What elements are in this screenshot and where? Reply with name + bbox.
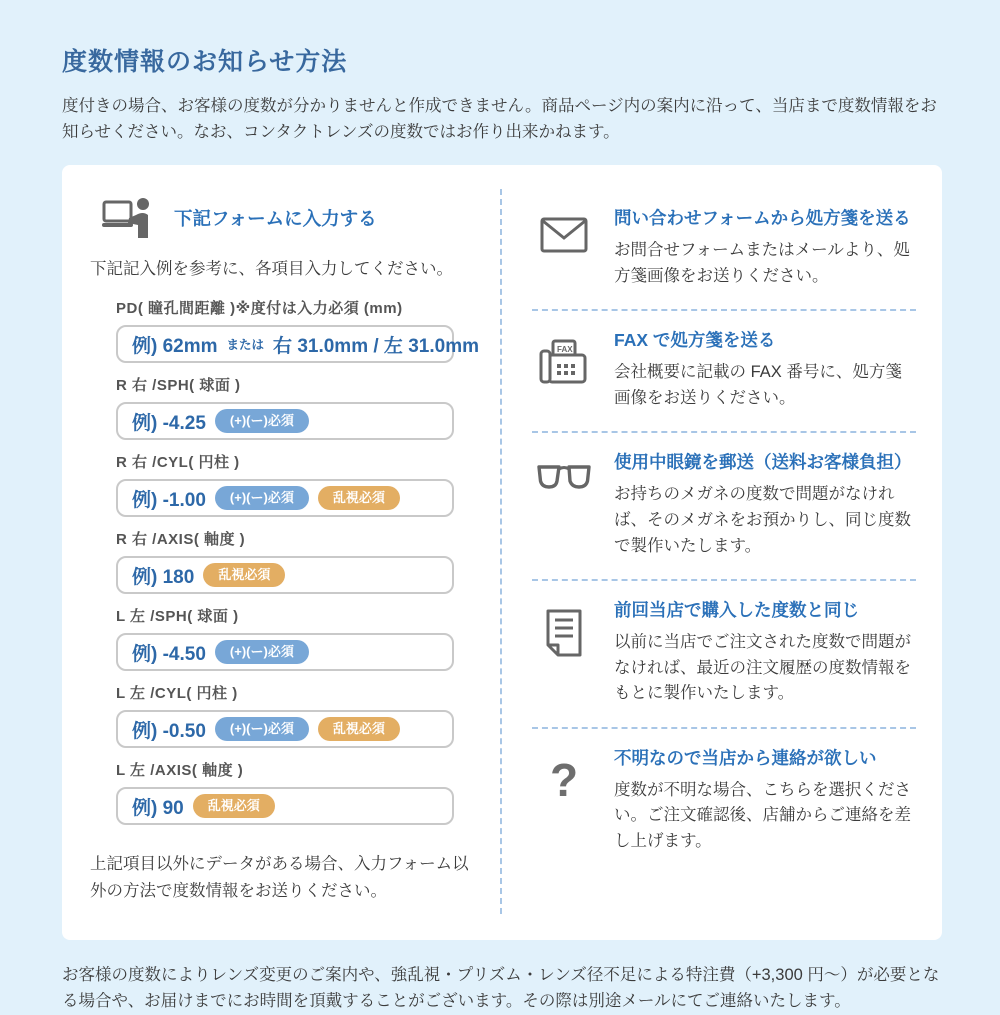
form-heading: 下記フォームに入力する [174,208,377,230]
field-label-pd: PD( 瞳孔間距離 )※度付は入力必須 (mm) [116,300,403,318]
method-previous-order [532,581,916,729]
field-value-rest: 右 31.0mm / 左 31.0mm [273,335,479,357]
svg-text:FAX: FAX [557,345,573,355]
method-body: 以前に当店でご注文された度数で問題がなければ、最近の注文履歴の度数情報をもとに製作いたします。 [614,633,911,703]
field-example-l-cyl [116,710,454,748]
required-badge: (+)(ー)必須 [215,409,309,433]
glasses-icon [532,449,596,559]
form-column [62,189,502,914]
footer-note: お客様の度数によりレンズ変更のご案内や、強乱視・プリズム・レンズ径不足による特注費（+3,300 円～）が必要となる場合や、お届けまでにお時間を頂戴することがございます。その際は別途メールにてご連絡いたします。 [62,965,940,1011]
field-value: 例) -1.00 [132,489,206,511]
method-contact-form [532,189,916,311]
field-value: 例) 180 [132,566,195,588]
field-example-r-cyl [116,479,454,517]
field-value: 例) 62mm [132,335,218,357]
method-title: 不明なので当店から連絡が欲しい [614,747,877,768]
required-badge: (+)(ー)必須 [215,717,309,741]
astigmatism-badge: 乱視必須 [203,563,285,587]
field-label-l-axis: L 左 /AXIS( 軸度 ) [116,762,244,780]
method-body: お問合せフォームまたはメールより、処方箋画像をお送りください。 [614,241,910,285]
required-badge: (+)(ー)必須 [215,640,309,664]
method-title: 前回当店で購入した度数と同じ [614,600,859,621]
astigmatism-badge: 乱視必須 [318,717,400,741]
method-title: 使用中眼鏡を郵送（送料お客様負担） [614,452,912,473]
astigmatism-badge: 乱視必須 [318,486,400,510]
methods-column [502,189,942,914]
field-example-pd [116,325,479,363]
page-title: 度数情報のお知らせ方法 [62,48,348,76]
form-note: 上記項目以外にデータがある場合、入力フォーム以外の方法で度数情報をお送りください。 [90,855,469,900]
info-card [62,165,942,940]
field-label-r-cyl: R 右 /CYL( 円柱 ) [116,454,240,472]
form-subheading: 下記記入例を参考に、各項目入力してください。 [90,260,453,279]
method-body: お持ちのメガネの度数で問題がなければ、そのメガネをお預かりし、同じ度数で製作いたします。 [614,485,911,555]
field-example-r-sph [116,402,454,440]
method-mail-glasses [532,433,916,581]
field-label-r-axis: R 右 /AXIS( 軸度 ) [116,531,246,549]
field-value: 例) -4.25 [132,412,206,434]
field-label-l-sph: L 左 /SPH( 球面 ) [116,608,239,626]
mail-icon [532,205,596,289]
field-example-l-axis [116,787,454,825]
field-example-r-axis [116,556,454,594]
method-fax [532,311,916,433]
field-label-l-cyl: L 左 /CYL( 円柱 ) [116,685,238,703]
person-at-computer-icon [102,197,154,239]
method-title: FAX で処方箋を送る [614,330,776,351]
form-fields [90,297,479,825]
method-body: 会社概要に記載の FAX 番号に、処方箋画像をお送りください。 [614,363,902,407]
form-header [90,197,476,239]
method-unknown [532,729,916,875]
required-badge: (+)(ー)必須 [215,486,309,510]
astigmatism-badge: 乱視必須 [193,794,275,818]
field-label-r-sph: R 右 /SPH( 球面 ) [116,377,241,395]
method-title: 問い合わせフォームから処方箋を送る [614,208,911,229]
field-value: 例) -4.50 [132,643,206,665]
field-value-small: または [226,338,265,353]
fax-icon [532,327,596,411]
field-example-l-sph [116,633,454,671]
field-value: 例) -0.50 [132,720,206,742]
intro-text: 度付きの場合、お客様の度数が分かりませんと作成できません。商品ページ内の案内に沿って、当店まで度数情報をお知らせください。なお、コンタクトレンズの度数ではお作り出来かねます。 [62,97,937,141]
field-value: 例) 90 [132,797,184,819]
document-icon [532,597,596,707]
question-icon: ? [549,753,579,806]
method-body: 度数が不明な場合、こちらを選択ください。ご注文確認後、店舗からご連絡を差し上げます。 [614,780,911,850]
